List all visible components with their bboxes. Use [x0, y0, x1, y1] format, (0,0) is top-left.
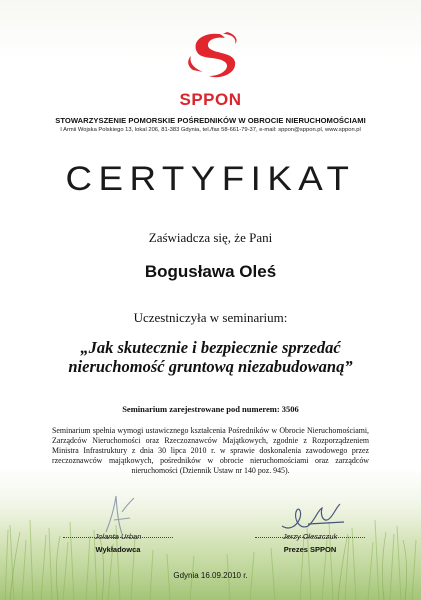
sppon-swoosh-logo [183, 30, 243, 86]
brand-name: SPPON [179, 90, 242, 109]
attestation-text: Zaświadcza się, że Pani [148, 230, 273, 245]
seminar-title-line-1: „Jak skutecznie i bezpiecznie sprzedać [80, 338, 341, 357]
participation-text: Uczestniczyła w seminarium: [133, 310, 288, 325]
certificate-heading: CERTYFIKAT [65, 160, 356, 198]
organization-name: STOWARZYSZENIE POMORSKIE POŚREDNIKÓW W OBROCIE NIERUCHOMOŚCIAMI [55, 116, 366, 125]
registration-number: Seminarium zarejestrowane pod numerem: 3506 [122, 404, 299, 414]
recipient-name: Bogusława Oleś [144, 262, 277, 281]
seminar-title [0, 338, 421, 376]
place-and-date: Gdynia 16.09.2010 r. [173, 571, 248, 580]
seminar-description: Seminarium spełnia wymogi ustawicznego kształcenia Pośredników w Obrocie Nieruchomościami, Zarządców Nieruchomości oraz Rzeczoznawców Majątkowych, zgodnie z Rozporządzeniem Ministra Infrastruktury z dnia 30 lipca 2010 r. w sprawie doskonalenia zawodowego przez rzeczoznawców majątkowych, pośredników w obrocie nieruchomościami oraz zarządców nieruchomości (Dziennik Ustaw nr 140 poz. 945). [52, 426, 369, 475]
signature-right-scribble [278, 500, 348, 536]
organization-address: I Armii Wojska Polskiego 13, lokal 206, 81-383 Gdynia, tel./fax 58-661-79-37, e-mail: sppon@sppon.pl, www.sppon.pl [60, 127, 361, 133]
signature-right-role: Prezes SPPON [283, 545, 337, 554]
signature-left-role: Wykładowca [95, 545, 141, 554]
signature-left-name: Jolanta Urban [94, 532, 142, 541]
signature-left-scribble [100, 492, 140, 536]
seminar-title-line-2: nieruchomość gruntową niezabudowaną” [68, 357, 353, 376]
signature-right-name: Jerzy Oleszczuk [282, 532, 338, 541]
